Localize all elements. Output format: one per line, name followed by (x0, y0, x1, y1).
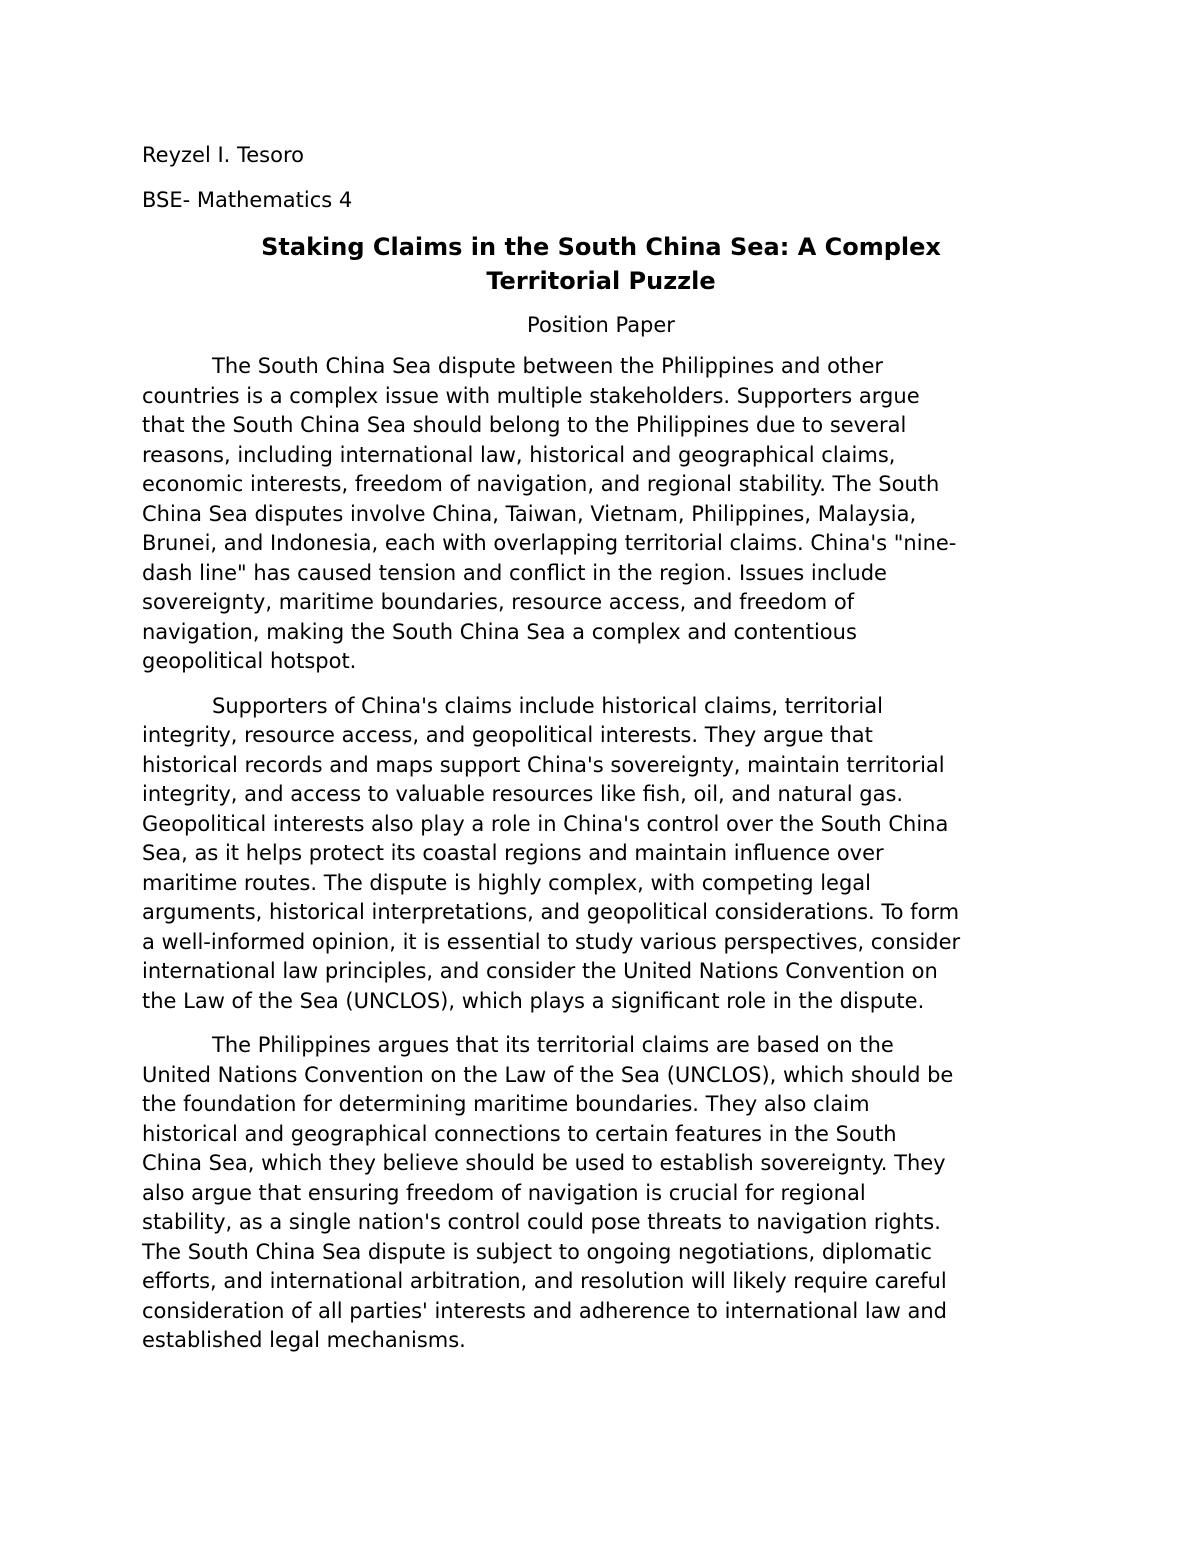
title-line: Territorial Puzzle (486, 267, 716, 295)
paragraph-line: reasons, including international law, historical and geographical claims, (142, 442, 896, 467)
paragraph-line: Sea, as it helps protect its coastal regions and maintain influence over (142, 841, 884, 865)
paragraph-line: Brunei, and Indonesia, each with overlapping territorial claims. China's "nine- (142, 531, 957, 555)
paragraph-line: historical and geographical connections to certain features in the South (142, 1121, 897, 1146)
paragraph-line: China Sea disputes involve China, Taiwan, Vietnam, Philippines, Malaysia, (142, 501, 917, 526)
paragraph-line: Supporters of China's claims include historical claims, territorial (212, 693, 883, 718)
paragraph-line: The South China Sea dispute between the Philippines and other (212, 354, 884, 378)
body-paragraph (142, 692, 1060, 1017)
course-name: BSE- Mathematics 4 (142, 188, 353, 212)
paragraph-line: China Sea, which they believe should be used to establish sovereignty. They (142, 1151, 946, 1175)
paragraph-line: that the South China Sea should belong to the Philippines due to several (142, 413, 907, 437)
paragraph-line: a well-informed opinion, it is essential to study various perspectives, consider (142, 929, 961, 954)
paragraph-line: arguments, historical interpretations, and geopolitical considerations. To form (142, 900, 960, 924)
paragraph-line: sovereignty, maritime boundaries, resource access, and freedom of (142, 590, 855, 614)
paragraph-line: United Nations Convention on the Law of the Sea (UNCLOS), which should be (142, 1062, 954, 1087)
body-paragraph (142, 1031, 1060, 1356)
paragraph-line: maritime routes. The dispute is highly complex, with competing legal (142, 870, 872, 895)
paragraph-line: integrity, and access to valuable resources like fish, oil, and natural gas. (142, 782, 904, 806)
paragraph-line: the Law of the Sea (UNCLOS), which plays a significant role in the dispute. (142, 988, 925, 1013)
body-paragraph (142, 352, 1060, 677)
page-title (142, 230, 1060, 298)
paragraph-line: geopolitical hotspot. (142, 649, 357, 673)
document-subtitle: Position Paper (527, 313, 675, 337)
paragraph-line: historical records and maps support China's sovereignty, maintain territorial (142, 752, 945, 777)
paragraph-line: The South China Sea dispute is subject to ongoing negotiations, diplomatic (142, 1239, 932, 1264)
paragraph-line: dash line" has caused tension and conflict in the region. Issues include (142, 560, 887, 585)
body-text (142, 352, 1060, 1356)
paragraph-line: stability, as a single nation's control could pose threats to navigation rights. (142, 1210, 941, 1234)
paragraph-line: The Philippines argues that its territorial claims are based on the (212, 1033, 894, 1057)
paragraph-line: navigation, making the South China Sea a complex and contentious (142, 619, 857, 644)
paragraph-line: consideration of all parties' interests and adherence to international law and (142, 1298, 947, 1323)
paragraph-line: integrity, resource access, and geopolitical interests. They argue that (142, 723, 873, 747)
paragraph-line: established legal mechanisms. (142, 1328, 466, 1352)
title-line: Staking Claims in the South China Sea: A Complex (261, 233, 941, 261)
paragraph-line: countries is a complex issue with multiple stakeholders. Supporters argue (142, 383, 920, 408)
paragraph-line: economic interests, freedom of navigation, and regional stability. The South (142, 472, 940, 496)
document-page (142, 140, 1060, 1371)
author-name: Reyzel I. Tesoro (142, 143, 304, 167)
paragraph-line: international law principles, and consider the United Nations Convention on (142, 959, 938, 983)
paragraph-line: the foundation for determining maritime boundaries. They also claim (142, 1092, 870, 1116)
paragraph-line: efforts, and international arbitration, and resolution will likely require careful (142, 1269, 947, 1293)
paragraph-line: Geopolitical interests also play a role in China's control over the South China (142, 811, 949, 836)
paragraph-line: also argue that ensuring freedom of navigation is crucial for regional (142, 1180, 866, 1205)
